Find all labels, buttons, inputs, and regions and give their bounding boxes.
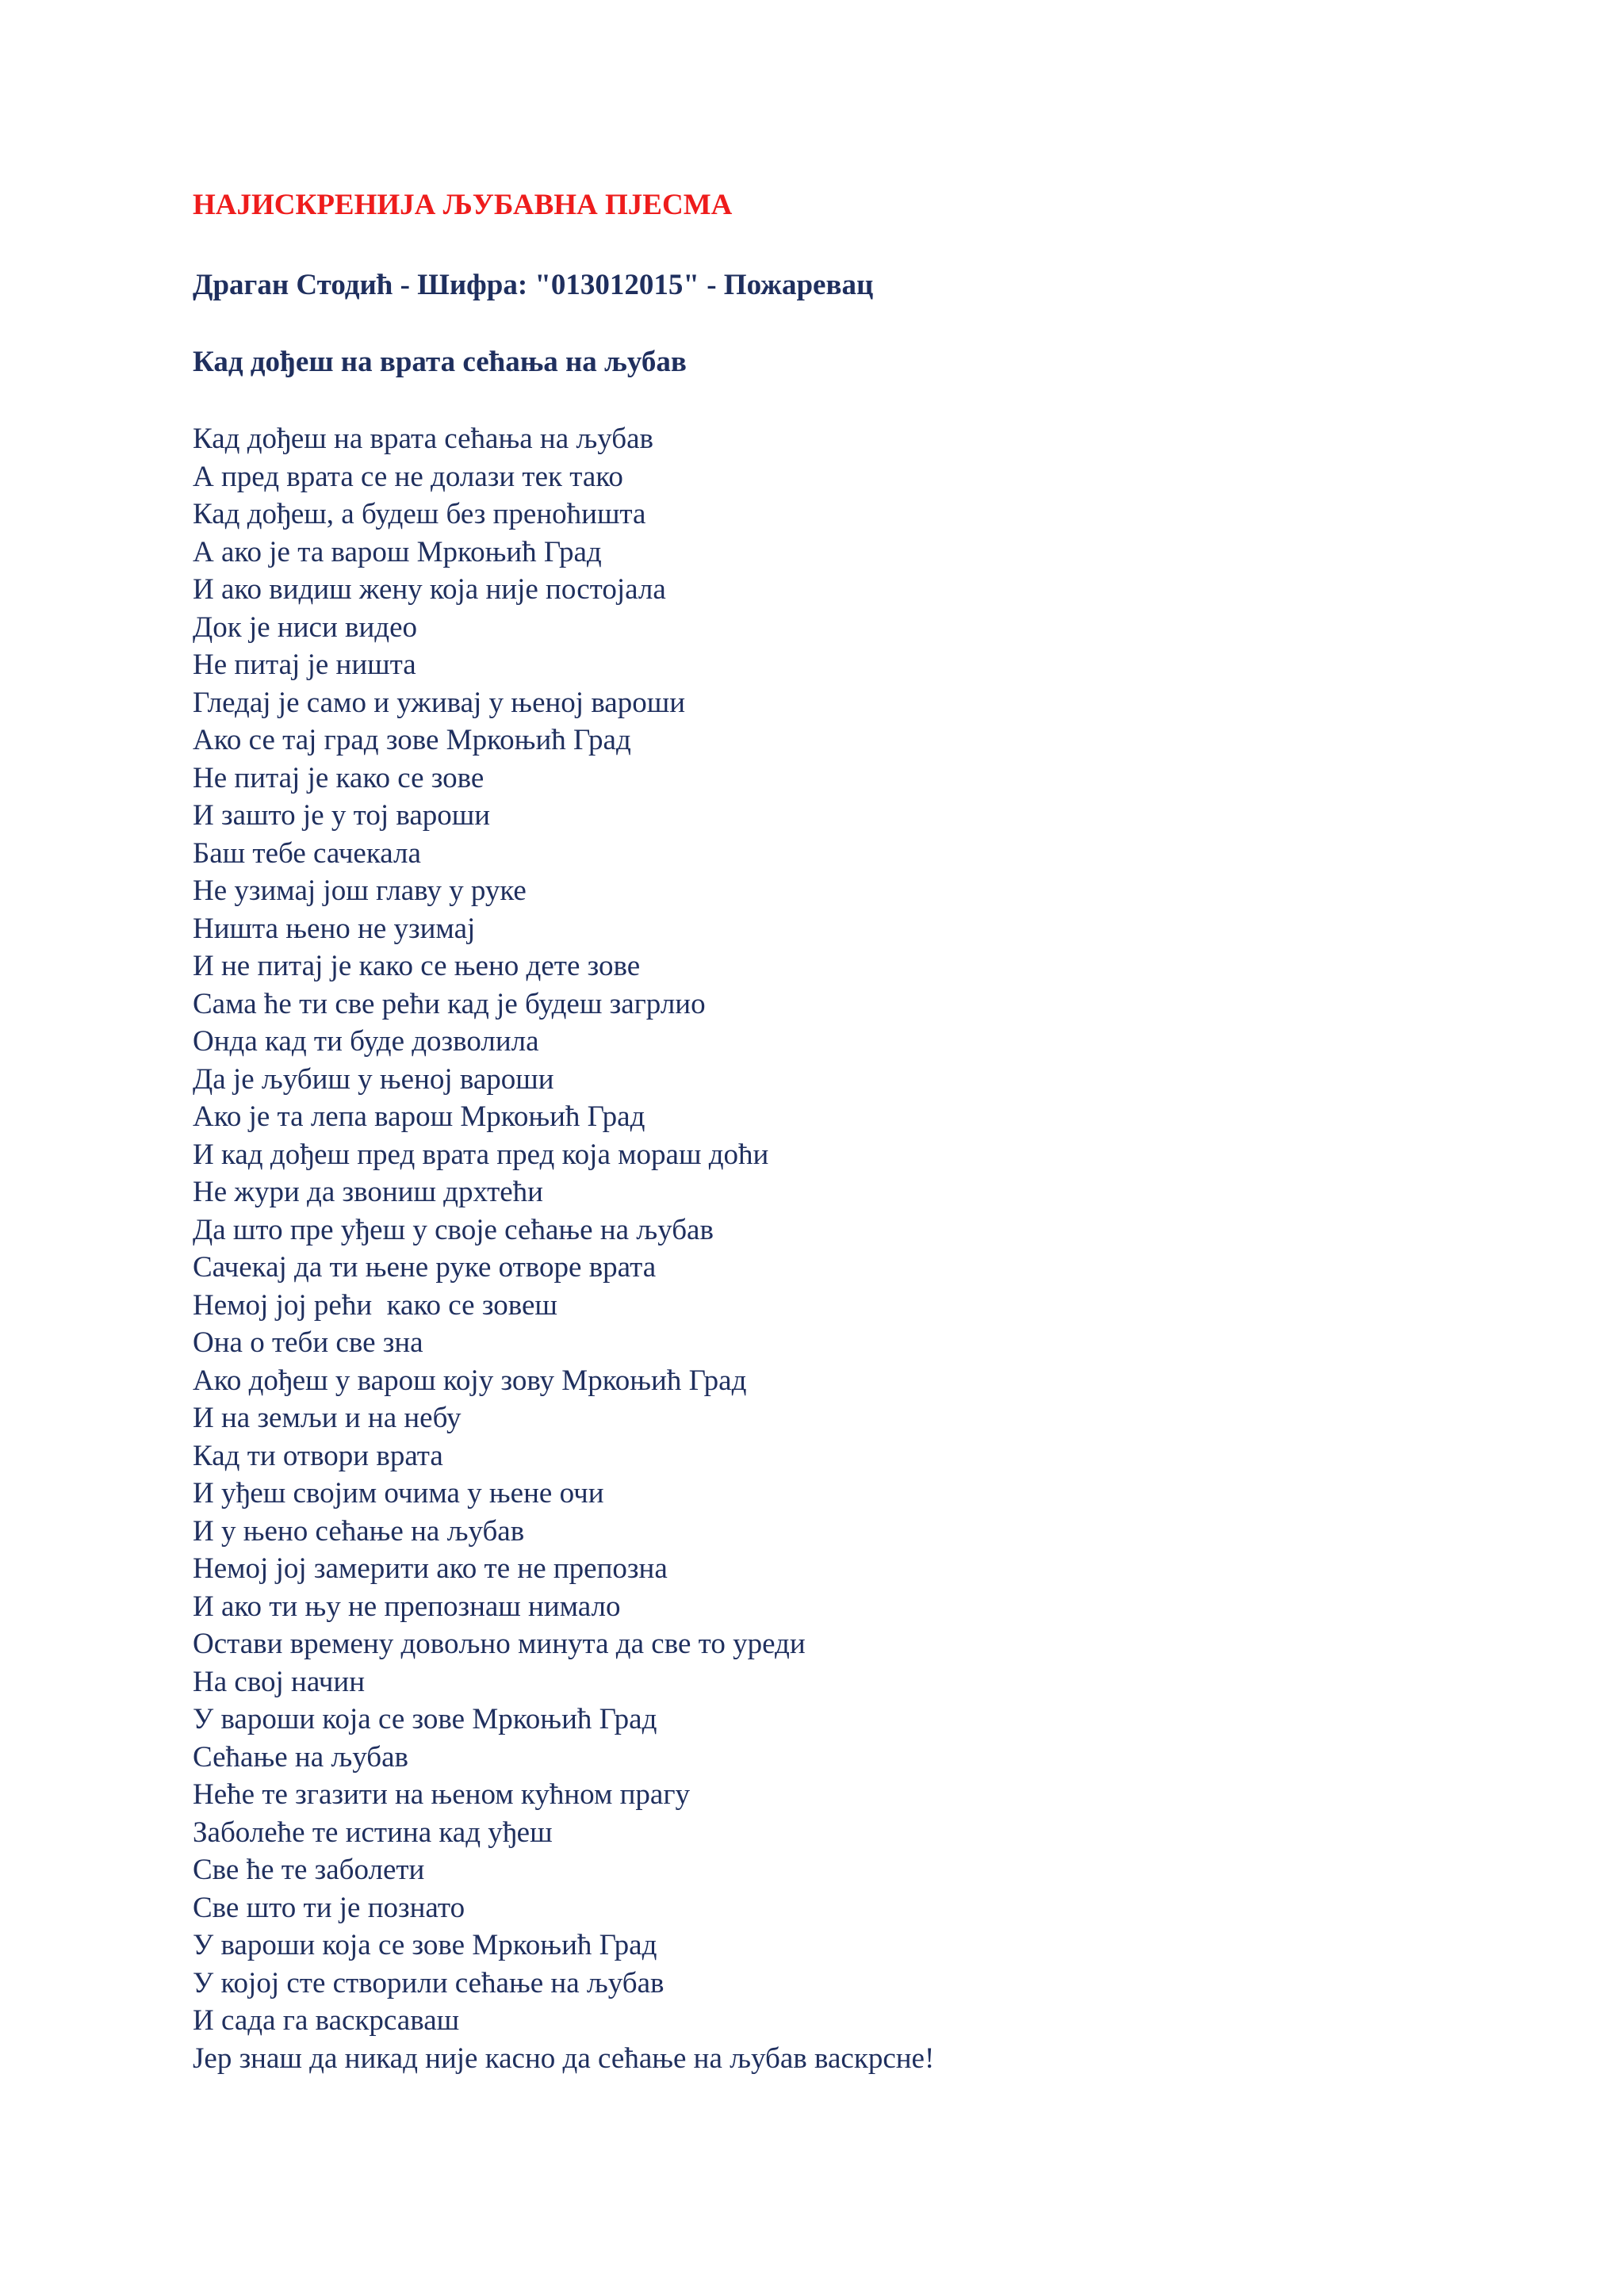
poem-line: У којој сте створили сећање на љубав: [193, 1966, 665, 1999]
poem-line: Да што пре уђеш у своје сећање на љубав: [193, 1213, 714, 1246]
document-title: НАЈИСКРЕНИЈА ЉУБАВНА ПЈЕСМА: [193, 189, 733, 221]
poem-line: Кад дођеш, а будеш без преноћишта: [193, 498, 646, 530]
author-line: Драган Стодић - Шифра: "013012015" - Пожаревац: [193, 269, 874, 301]
poem-line: И кад дођеш пред врата пред која мораш доћи: [193, 1138, 769, 1171]
poem-line: И ако ти њу не препознаш нимало: [193, 1590, 621, 1623]
poem-line: Да је љубиш у њеној вароши: [193, 1062, 554, 1096]
poem-title: Кад дођеш на врата сећања на љубав: [193, 346, 687, 378]
poem-line: Сачекај да ти њене руке отворе врата: [193, 1251, 657, 1284]
poem-line: Сама ће ти све рећи кад је будеш загрлио: [193, 987, 706, 1020]
poem-line: Остави времену довољно минута да све то уреди: [193, 1628, 806, 1660]
poem-line: Не жури да звониш дрхтећи: [193, 1176, 543, 1208]
poem-line: Баш тебе сачекала: [193, 836, 421, 870]
poem-line: Заболеће те истина кад уђеш: [193, 1816, 553, 1849]
poem-line: Јер знаш да никад није касно да сећање на љубав васкрсне!: [193, 2042, 935, 2075]
poem-line: И на земљи и на небу: [193, 1402, 462, 1434]
poem-line: Немој јој рећи како се зовеш: [193, 1288, 557, 1322]
poem-line: И у њено сећање на љубав: [193, 1514, 525, 1548]
poem-line: Кад дођеш на врата сећања на љубав: [193, 423, 653, 455]
poem-line: Ако се тај град зове Мркоњић Град: [193, 724, 631, 756]
poem-line: Све што ти је познато: [193, 1891, 465, 1924]
poem-line: Све ће те заболети: [193, 1854, 425, 1886]
poem-line: Кад ти отвори врата: [193, 1439, 443, 1472]
poem-line: И ако видиш жену која није постојала: [193, 573, 666, 606]
poem-line: Гледај је само и уживај у њеној вароши: [193, 686, 686, 719]
poem-line: И сада га васкрсаваш: [193, 2004, 460, 2037]
poem-line: Она о теби све зна: [193, 1326, 423, 1359]
poem-line: Док је ниси видео: [193, 610, 418, 644]
poem-body: [193, 420, 934, 2077]
poem-line: Онда кад ти буде дозволила: [193, 1025, 539, 1058]
poem-line: У вароши која се зове Мркоњић Град: [193, 1929, 657, 1961]
poem-line: Не питај је ништа: [193, 649, 416, 681]
poem-line: У вароши која се зове Мркоњић Град: [193, 1703, 657, 1735]
poem-line: Не питај је како се зове: [193, 761, 485, 794]
poem-line: На свој начин: [193, 1665, 366, 1698]
poem-line: И не питај је како се њено дете зове: [193, 950, 641, 982]
poem-line: А ако је та варош Мркоњић Град: [193, 535, 602, 568]
poem-line: Ништа њено не узимај: [193, 912, 476, 945]
poem-line: И уђеш својим очима у њене очи: [193, 1477, 604, 1510]
poem-line: Ако дођеш у варош коју зову Мркоњић Град: [193, 1364, 747, 1397]
poem-line: Ако је та лепа варош Мркоњић Град: [193, 1100, 645, 1133]
poem-line: Неће те згазити на њеном кућном прагу: [193, 1778, 691, 1811]
poem-line: Не узимај још главу у руке: [193, 874, 527, 907]
poem-line: А пред врата се не долази тек тако: [193, 460, 623, 493]
poem-line: Сећање на љубав: [193, 1740, 409, 1774]
poem-line: Немој јој замерити ако те не препозна: [193, 1552, 668, 1585]
poem-line: И зашто је у тој вароши: [193, 799, 491, 832]
